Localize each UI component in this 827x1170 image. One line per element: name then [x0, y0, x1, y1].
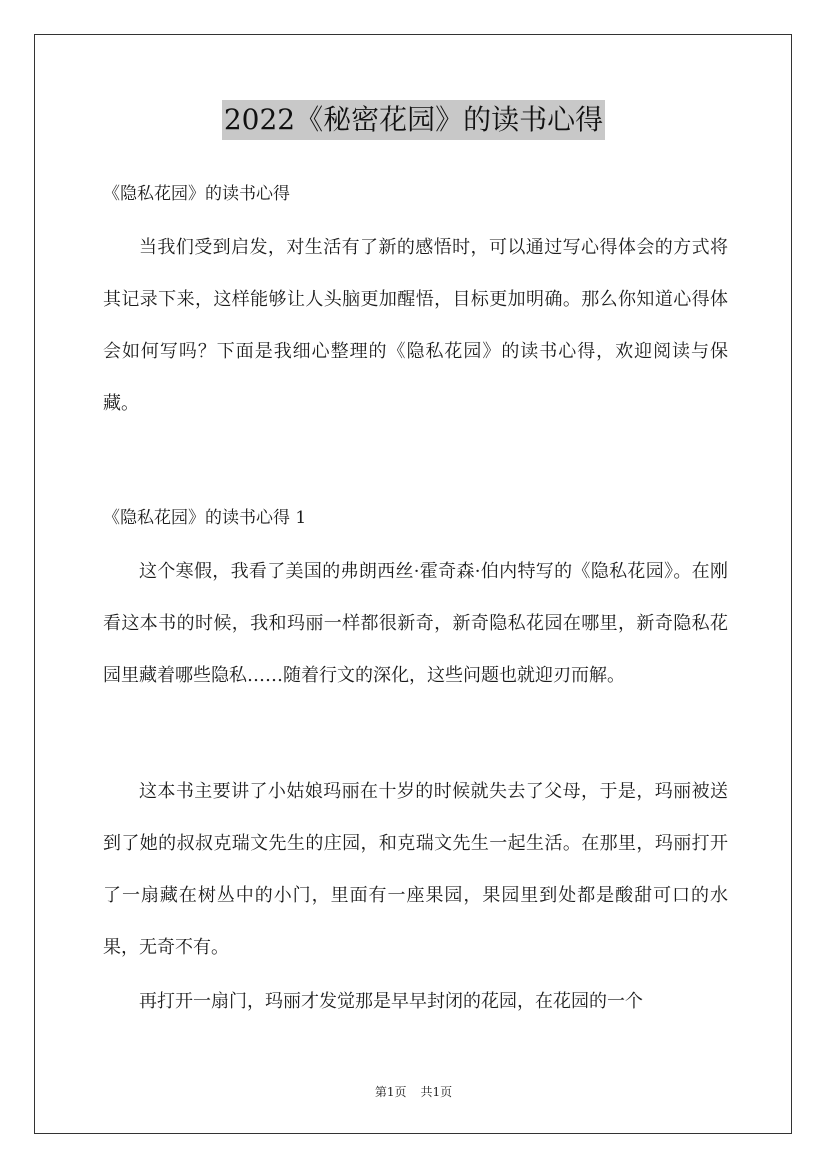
section-heading: 《隐私花园》的读书心得 1 — [103, 508, 307, 528]
body-paragraph: 这个寒假，我看了美国的弗朗西丝·霍奇森·伯内特写的《隐私花园》。在刚看这本书的时候，我和玛丽一样都很新奇，新奇隐私花园在哪里，新奇隐私花园里藏着哪些隐私……随着行文的深化，这些问题也就迎刃而解。 — [103, 561, 728, 686]
page-number: 第1页 — [374, 1085, 407, 1099]
body-paragraph: 这本书主要讲了小姑娘玛丽在十岁的时候就失去了父母，于是，玛丽被送到了她的叔叔克瑞文先生的庄园，和克瑞文先生一起生活。在那里，玛丽打开了一扇藏在树丛中的小门，里面有一座果园，果园里到处都是酸甜可口的水果，无奇不有。 — [103, 781, 728, 958]
page-footer — [0, 1084, 827, 1100]
intro-heading: 《隐私花园》的读书心得 — [103, 184, 290, 204]
title-container — [0, 100, 827, 140]
page-total: 共1页 — [420, 1085, 453, 1099]
intro-paragraph: 当我们受到启发，对生活有了新的感悟时，可以通过写心得体会的方式将其记录下来，这样能够让人头脑更加醒悟，目标更加明确。那么你知道心得体会如何写吗？下面是我细心整理的《隐私花园》的读书心得，欢迎阅读与保藏。 — [103, 237, 728, 414]
body-paragraph: 再打开一扇门，玛丽才发觉那是早早封闭的花园，在花园的一个 — [139, 991, 643, 1012]
document-title: 2022《秘密花园》的读书心得 — [222, 100, 605, 140]
